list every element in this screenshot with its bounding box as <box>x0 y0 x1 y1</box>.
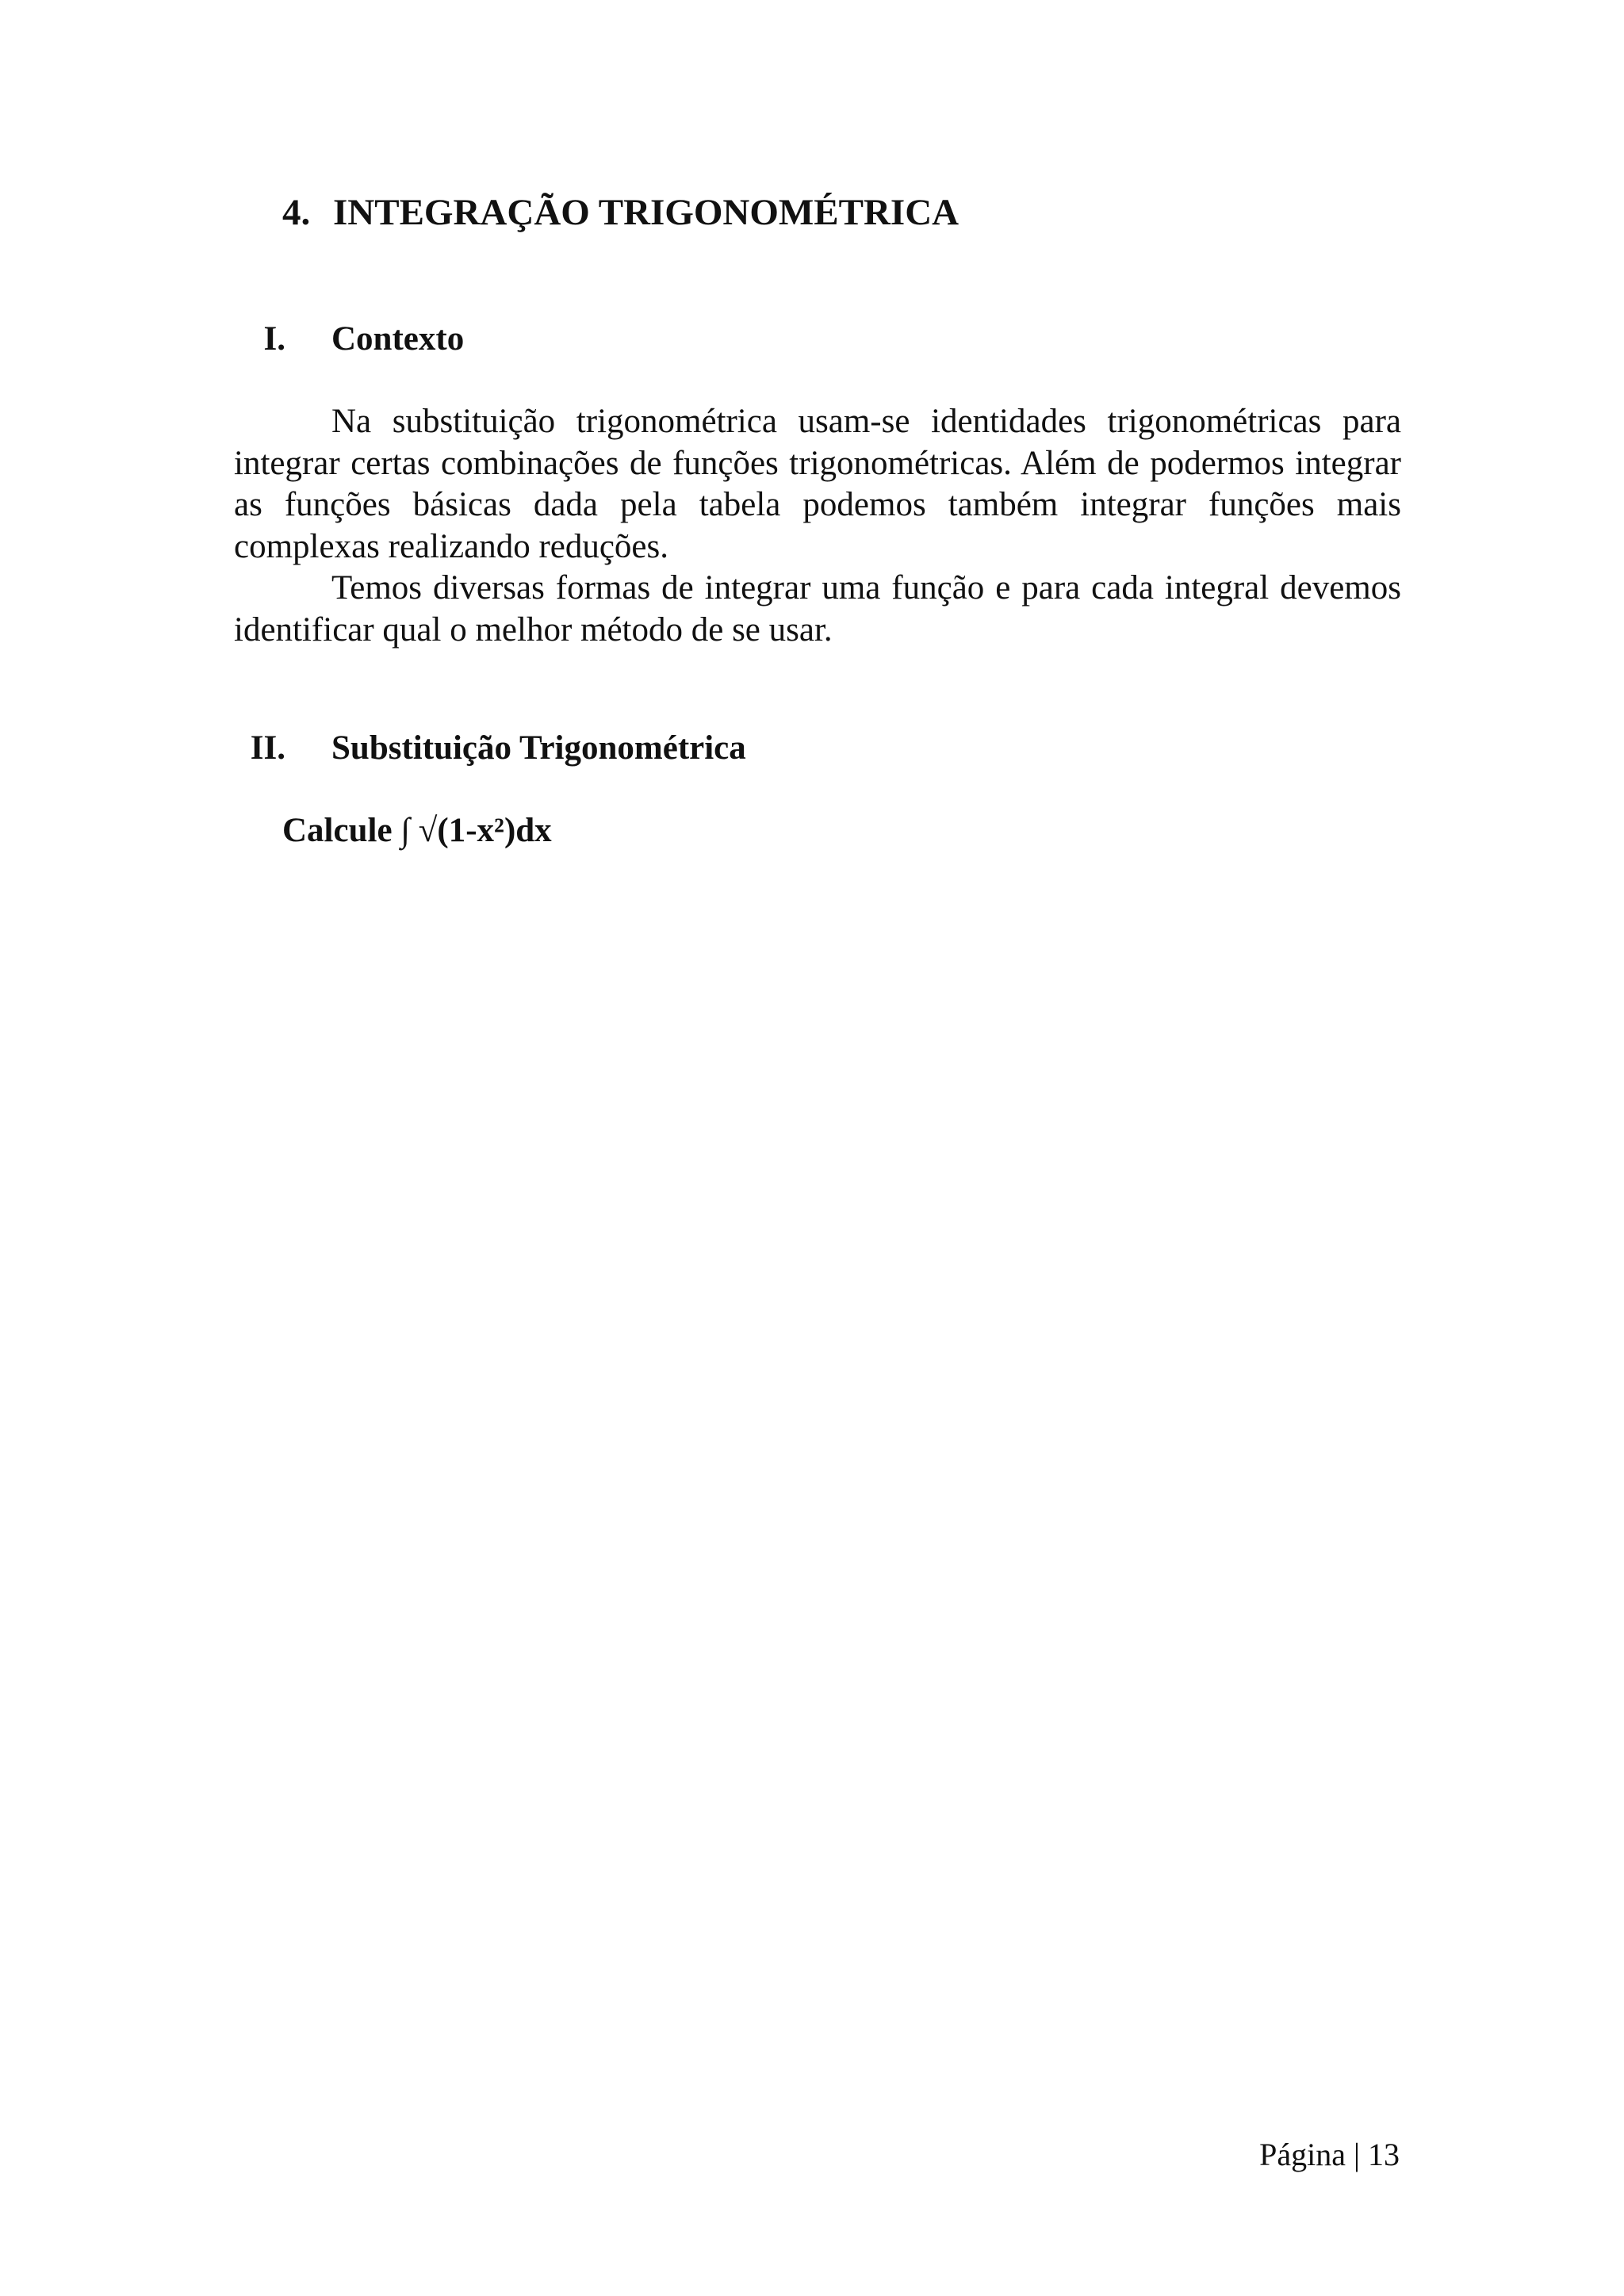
chapter-number: 4. <box>282 192 311 233</box>
paragraph <box>234 401 1401 568</box>
section-heading-substituicao <box>250 728 746 769</box>
page-number: Página | 13 <box>1259 2137 1400 2172</box>
chapter-title <box>282 190 959 235</box>
section-title: Contexto <box>331 320 465 358</box>
exercise-statement: Calcule ∫ √(1-x²)dx <box>282 812 552 849</box>
section-numeral: II. <box>250 729 285 767</box>
section-title: Substituição Trigonométrica <box>331 729 746 767</box>
paragraph-text: Temos diversas formas de integrar uma função e para cada integral devemos identificar qual o melhor método de se usar. <box>234 569 1401 649</box>
section-heading-contexto <box>263 319 465 360</box>
section-numeral: I. <box>263 320 285 358</box>
paragraph-text: Na substituição trigonométrica usam-se identidades trigonométricas para integrar certas combinações de funções trigonométricas. Além de podermos integrar as funções básicas dada pela tabela podemos também integrar funções mais complexas realizando reduções. <box>234 403 1401 565</box>
chapter-title-text: INTEGRAÇÃO TRIGONOMÉTRICA <box>333 192 959 233</box>
paragraph <box>234 568 1401 651</box>
